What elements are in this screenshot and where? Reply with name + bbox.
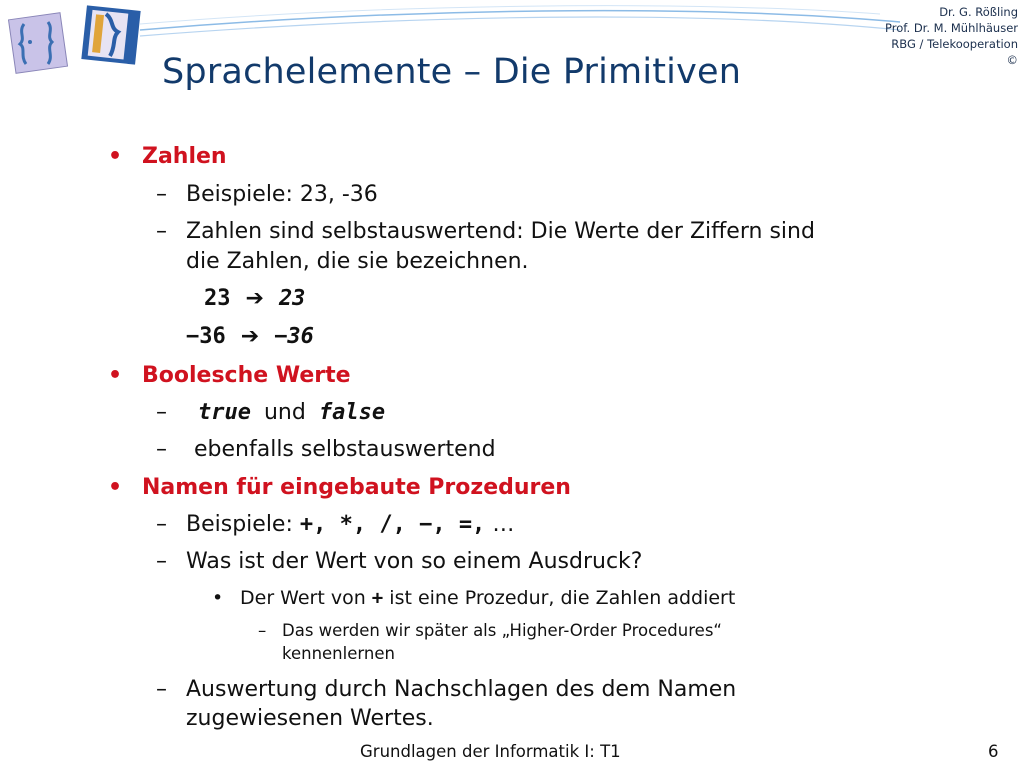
auswertung-line2: zugewiesenen Wertes. [186,706,434,731]
namen-beispiele [186,512,514,537]
example-minus36 [186,324,314,349]
heading-namen-prozeduren: Namen für eingebaute Prozeduren [142,475,571,500]
dash-icon: – [156,677,167,702]
heading-zahlen: Zahlen [142,144,227,169]
zahlen-selbst-line2: die Zahlen, die sie bezeichnen. [186,249,529,274]
und-text: und [263,400,306,425]
dash-icon: – [156,549,167,574]
operator-list: +, *, /, −, =, [299,512,486,537]
copyright-mark: © [1006,53,1018,67]
dash-icon: – [156,437,167,462]
bullet-icon: • [212,587,224,609]
bool-values [198,400,385,425]
dash-icon: – [156,219,167,244]
beispiele-prefix: Beispiele: [186,512,293,537]
page-title: Sprachelemente – Die Primitiven [162,52,742,92]
dash-icon: – [156,182,167,207]
true-literal: true [198,400,251,425]
false-literal: false [318,400,386,425]
dash-icon: – [156,512,167,537]
arrow-right-icon: ➔ [245,286,264,311]
plus-prozedur [240,587,735,609]
ellipsis: … [492,512,515,537]
author-line: Dr. G. Rößling [939,5,1018,19]
hop-line2: kennenlernen [282,644,395,663]
plus-operator: + [371,587,384,609]
zahlen-selbst-line1: Zahlen sind selbstauswertend: Die Werte der Ziffern sind [186,219,815,244]
arrow-right-icon: ➔ [240,324,260,349]
heading-boolesche-werte: Boolesche Werte [142,363,351,388]
hop-line1: Das werden wir später als „Higher-Order Procedures“ [282,621,722,640]
zahlen-beispiele: Beispiele: 23, -36 [186,182,378,207]
namen-frage: Was ist der Wert von so einem Ausdruck? [186,549,643,574]
page-number: 6 [988,742,999,761]
dash-icon: – [156,400,167,425]
example-23 [204,286,305,311]
code-input: 23 [204,286,231,311]
auswertung-line1: Auswertung durch Nachschlagen des dem Namen [186,677,737,702]
bool-ebenfalls: ebenfalls selbstauswertend [194,437,496,462]
bullet-icon: • [108,475,123,500]
plus-prefix: Der Wert von [240,587,366,609]
code-result: −36 [274,324,314,349]
code-input: −36 [186,324,226,349]
plus-suffix: ist eine Prozedur, die Zahlen addiert [389,587,736,609]
bullet-icon: • [108,144,123,169]
bullet-icon: • [108,363,123,388]
dash-icon: – [258,621,267,640]
author-line: RBG / Telekooperation [891,37,1018,51]
author-line: Prof. Dr. M. Mühlhäuser [885,21,1018,35]
code-result: 23 [278,286,306,311]
footer-course: Grundlagen der Informatik I: T1 [360,742,621,761]
